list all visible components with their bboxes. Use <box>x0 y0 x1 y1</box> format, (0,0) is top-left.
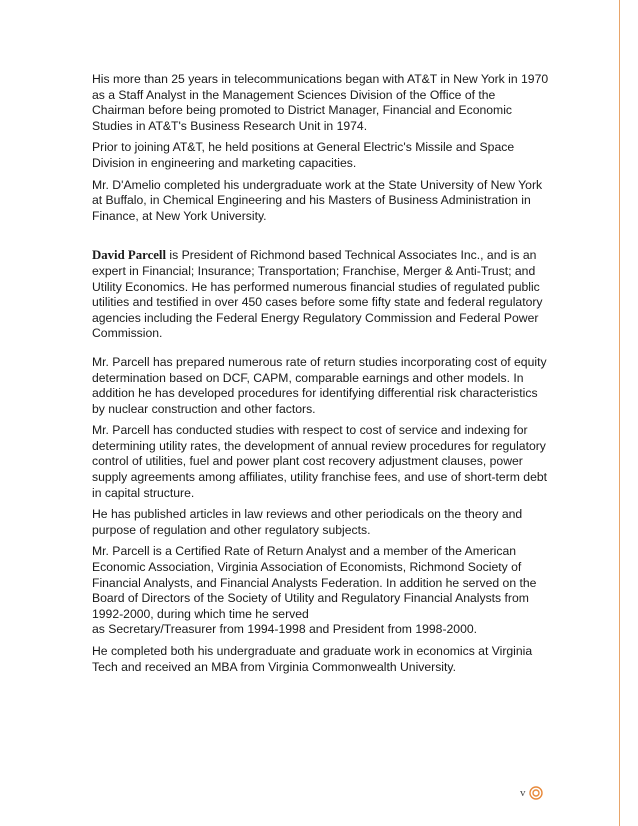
page-edge-line <box>619 0 620 826</box>
publications-paragraph: He has published articles in law reviews and other periodicals on the theory and purpose of regulation and other regulatory subjects. <box>92 507 523 537</box>
memberships-text-continued: as Secretary/Treasurer from 1994-1998 and President from 1998-2000. <box>92 622 478 637</box>
cost-of-service-paragraph: Mr. Parcell has conducted studies with respect to cost of service and indexing for determining utility rates, the development of annual review procedures for regulatory control of utilities, fuel and power plant cost recovery adjustment clauses, power supply agreements among affiliates, utility franchise fees, and use of short-term debt in capital structure. <box>92 423 548 500</box>
parcell-education-paragraph: He completed both his undergraduate and graduate work in economics at Virginia Tech and received an MBA from Virginia Commonwealth University. <box>92 644 533 674</box>
parcell-intro-paragraph <box>92 248 550 342</box>
parcell-name: David Parcell <box>92 248 167 263</box>
document-body <box>92 72 550 681</box>
page-footer <box>520 786 543 800</box>
page-number: v <box>520 787 526 799</box>
att-career-paragraph: His more than 25 years in telecommunications began with AT&T in New York in 1970 as a Staff Analyst in the Management Sciences Division of the Office of the Chairman before being promoted to District Manager, Financial and Economic Studies in AT&T's Business Research Unit in 1974. <box>92 72 549 133</box>
parcell-intro-text: is President of Richmond based Technical Associates Inc., and is an expert in Financial; Insurance; Transportation; Franchise, Merger & Anti-Trust; and Utility Economics. He has performed numerous financial studies of regulated public utilities and testified in over 450 cases before some fifty state and federal regulatory agencies including the Federal Energy Regulatory Commission and Federal Power Commission. <box>92 248 543 341</box>
ge-positions-paragraph: Prior to joining AT&T, he held positions at General Electric's Missile and Space Division in engineering and marketing capacities. <box>92 140 515 170</box>
memberships-paragraph <box>92 544 550 638</box>
rate-of-return-paragraph: Mr. Parcell has prepared numerous rate of return studies incorporating cost of equity determination based on DCF, CAPM, comparable earnings and other models. In addition he has developed procedures for identifying differential risk characteristics by nuclear construction and other factors. <box>92 354 547 416</box>
education-paragraph: Mr. D'Amelio completed his undergraduate work at the State University of New York at Buffalo, in Chemical Engineering and his Masters of Business Administration in Finance, at New York University. <box>92 177 543 223</box>
page-ring-icon <box>529 786 543 800</box>
memberships-text: Mr. Parcell is a Certified Rate of Return Analyst and a member of the American Economic Association, Virginia Association of Economists, Richmond Society of Financial Analysts, and Financial Analysts Federation. In addition he served on the Board of Directors of the Society of Utility and Regulatory Financial Analysts from 1992-2000, during which time he served <box>92 544 537 621</box>
